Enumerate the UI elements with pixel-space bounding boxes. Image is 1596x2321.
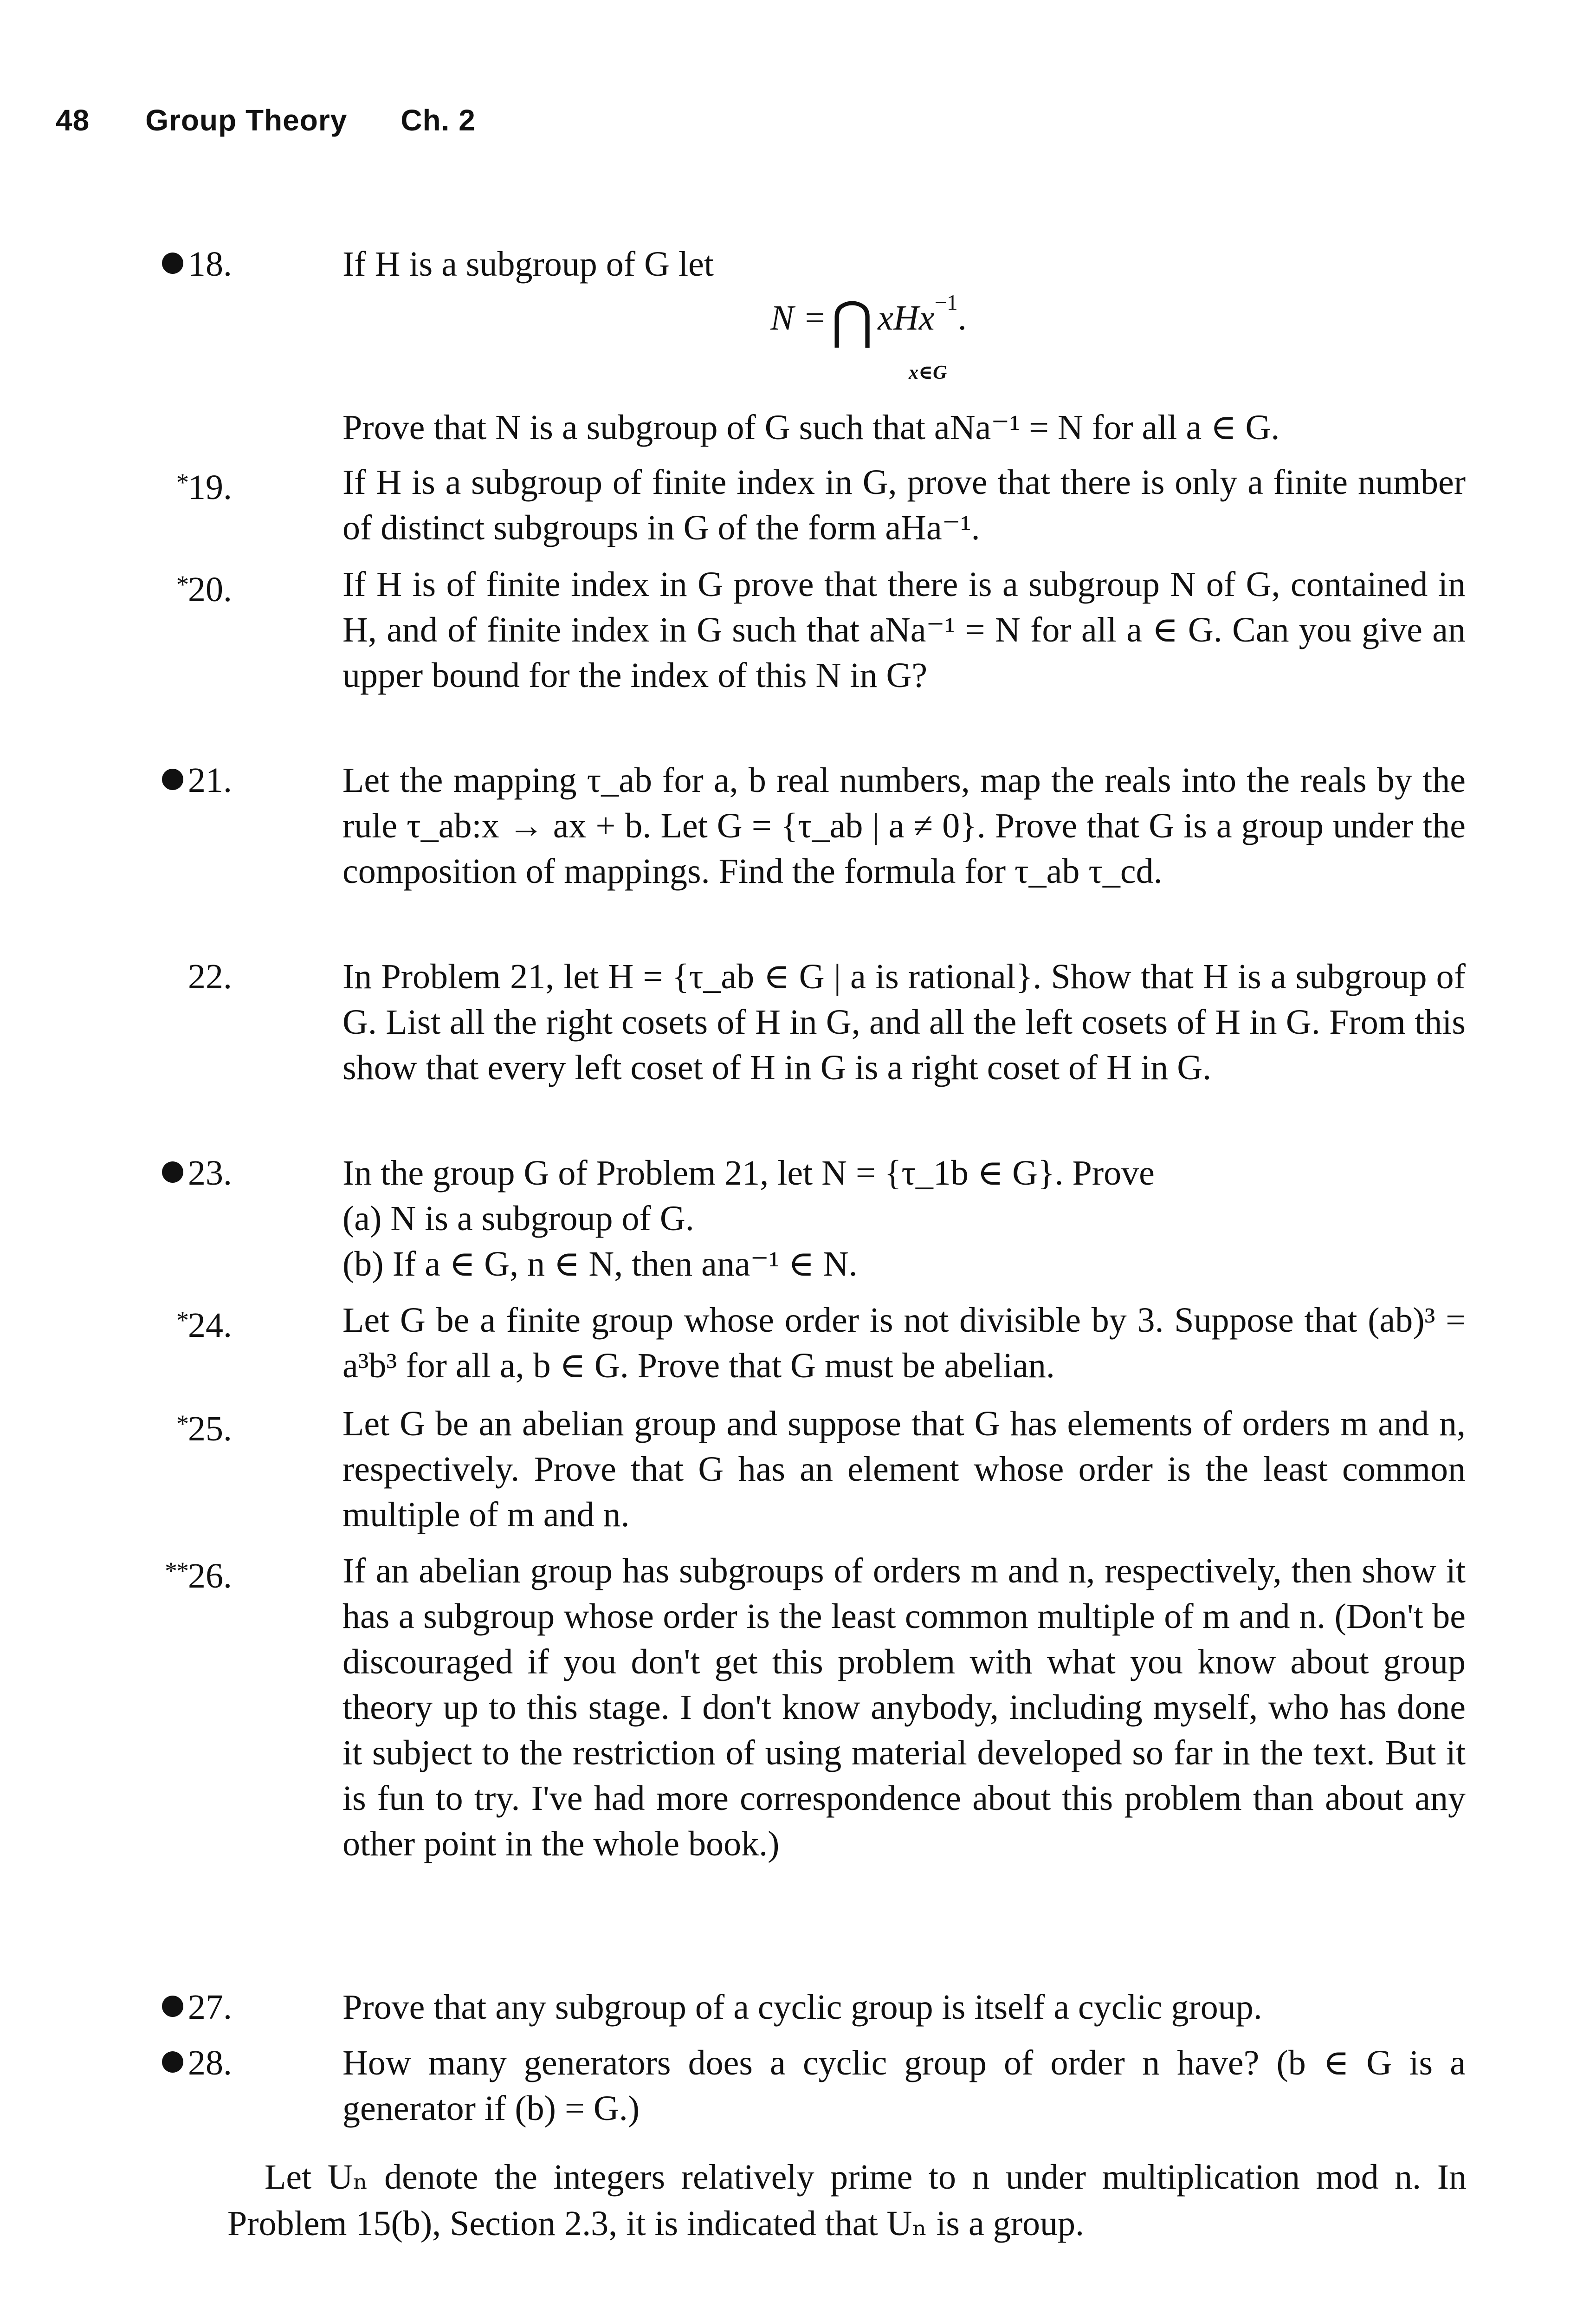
- problem-text: If H is a subgroup of G let: [342, 245, 714, 284]
- problem-number: 21.: [188, 761, 232, 800]
- problem-number: 27.: [188, 1988, 232, 2027]
- star-icon: *: [176, 571, 188, 598]
- problem-text: If H is a subgroup of finite index in G, prove that there is only a finite number of distinct subgroups in G of the form aHa⁻¹.: [342, 463, 1466, 547]
- intersection-index: x∈G: [909, 362, 947, 383]
- intersection-icon: ⋂: [831, 292, 873, 349]
- problem-number: 18.: [188, 245, 232, 284]
- problem-text: How many generators does a cyclic group of order n have? (b ∈ G is a generator if (b) = G.): [342, 2043, 1466, 2128]
- star-icon: *: [176, 1410, 188, 1438]
- closing-paragraph: [227, 2154, 1467, 2247]
- problem-text: Let G be a finite group whose order is not divisible by 3. Suppose that (ab)³ = a³b³ for all a, b ∈ G. Prove that G must be abelian.: [342, 1301, 1466, 1385]
- book-title: Group Theory: [145, 104, 348, 137]
- problem-number: 19.: [188, 468, 232, 507]
- problem-text: In Problem 21, let H = {τ_ab ∈ G | a is rational}. Show that H is a subgroup of G. List all the right cosets of H in G, and all the left cosets of H in G. From this show that every left coset of H in G is a right coset of H in G.: [342, 957, 1466, 1087]
- problem-text: Let G be an abelian group and suppose that G has elements of orders m and n, respectively. Prove that G has an element whose order is the least common multiple of m and n.: [342, 1404, 1466, 1534]
- problem-text: Let the mapping τ_ab for a, b real numbers, map the reals into the reals by the rule τ_ab:x → ax + b. Let G = {τ_ab | a ≠ 0}. Prove that G is a group under the composition of mappings. Find the formula for τ_ab τ_cd.: [342, 761, 1466, 891]
- problem-part-a: (a) N is a subgroup of G.: [342, 1199, 694, 1238]
- problem-text: In the group G of Problem 21, let N = {τ_1b ∈ G}. Prove: [342, 1154, 1155, 1193]
- star-icon: *: [176, 468, 188, 496]
- problem-number: 25.: [188, 1409, 232, 1448]
- chapter-label: Ch. 2: [401, 104, 476, 137]
- problem-number: 22.: [188, 957, 232, 996]
- page-number: 48: [56, 104, 90, 137]
- problem-number: 28.: [188, 2043, 232, 2082]
- paragraph-text: Let Uₙ denote the integers relatively prime to n under multiplication mod n. In Problem 15(b), Section 2.3, it is indicated that Uₙ is a group.: [227, 2158, 1467, 2243]
- problem-number: 20.: [188, 570, 232, 609]
- problem-number: 24.: [188, 1306, 232, 1345]
- intersection-formula: N =⋂ xHx$^{-1}$. x∈G: [770, 297, 967, 342]
- problem-number: 23.: [188, 1154, 232, 1193]
- problem-text: Prove that N is a subgroup of G such that aNa⁻¹ = N for all a ∈ G.: [342, 408, 1280, 447]
- problem-text: If H is of finite index in G prove that there is a subgroup N of G, contained in H, and of finite index in G such that aNa⁻¹ = N for all a ∈ G. Can you give an upper bound for the index of this N in G?: [342, 565, 1466, 695]
- bullet-icon: [162, 2051, 183, 2073]
- problem-text: Prove that any subgroup of a cyclic group is itself a cyclic group.: [342, 1988, 1262, 2027]
- problem-number: 26.: [188, 1556, 232, 1595]
- running-header: [56, 103, 476, 137]
- bullet-icon: [162, 1996, 183, 2017]
- bullet-icon: [162, 1161, 183, 1183]
- problem-part-b: (b) If a ∈ G, n ∈ N, then ana⁻¹ ∈ N.: [342, 1245, 858, 1284]
- double-star-icon: **: [165, 1557, 188, 1585]
- bullet-icon: [162, 253, 183, 274]
- star-icon: *: [176, 1306, 188, 1334]
- problem-text: If an abelian group has subgroups of orders m and n, respectively, then show it has a subgroup whose order is the least common multiple of m and n. (Don't be discouraged if you don't get this problem with what you know about group theory up to this stage. I don't know anybody, including myself, who has done it subject to the restriction of using material developed so far in the text. But it is fun to try. I've had more correspondence about this problem than about any other point in the whole book.): [342, 1551, 1466, 1863]
- bullet-icon: [162, 769, 183, 790]
